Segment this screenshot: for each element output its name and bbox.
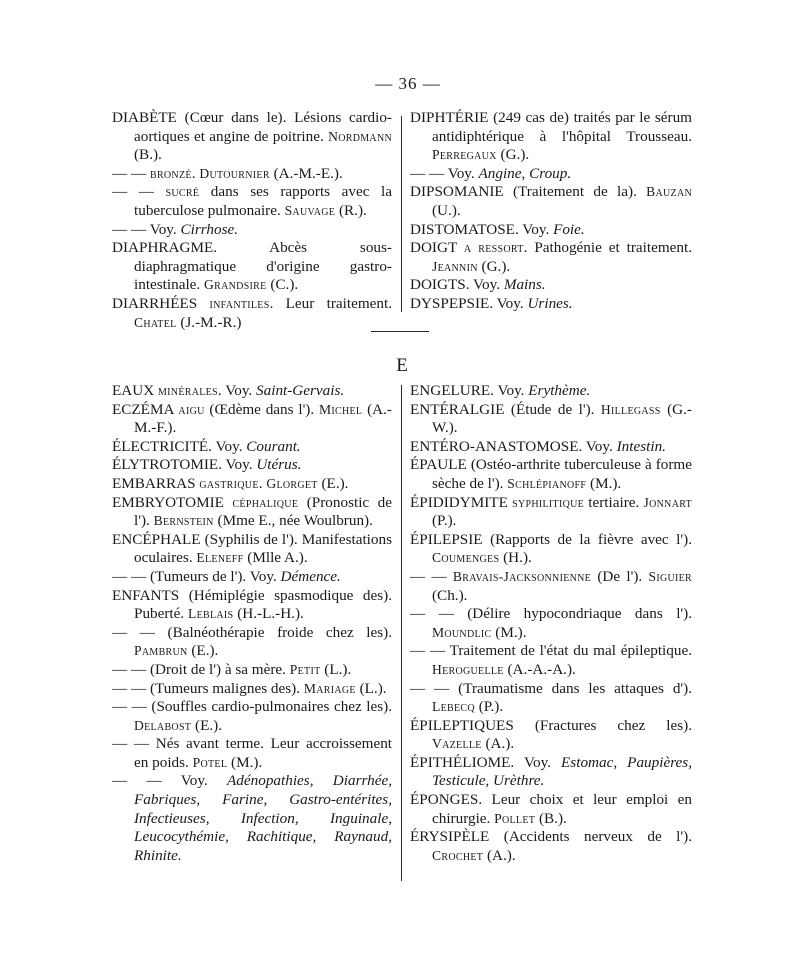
index-entry-term: ENTÉRO-ANASTOMOSE: [410, 437, 579, 455]
index-entry-smallcaps: Jonnart: [643, 494, 693, 510]
index-entry-text: (Fractures chez les).: [513, 716, 692, 734]
index-entry-term: ÉPILEPSIE: [410, 530, 483, 548]
index-entry-smallcaps: sucré: [165, 184, 200, 200]
index-entry-term: — —: [410, 567, 447, 585]
index-entry: [112, 568, 392, 587]
index-entry-crossref: Angine, Croup.: [478, 164, 572, 182]
index-entry-text: (L.).: [320, 660, 352, 678]
index-entry: [410, 642, 692, 679]
index-entry-text: (M.).: [227, 753, 263, 771]
index-entry-text: (Œdème dans l').: [204, 400, 319, 418]
index-entry-text: (E.).: [187, 642, 219, 660]
index-entry-smallcaps: Hillegass: [600, 401, 661, 417]
index-entry-text: (B.).: [535, 809, 567, 827]
index-entry-text: (Cœur dans le). Lésions cardio-aortiques et angine de poitrine.: [134, 109, 392, 145]
index-entry-text: (E.).: [317, 474, 349, 492]
index-entry-text: Voy.: [146, 220, 181, 238]
index-entry: [112, 239, 392, 295]
index-entry-term: DOIGT: [410, 239, 457, 257]
index-entry-text: (Accidents nerveux de l').: [489, 828, 692, 846]
index-entry: [410, 109, 692, 165]
index-entry: [410, 401, 692, 438]
column-divider: [401, 385, 402, 881]
index-entry-term: — —: [112, 567, 147, 585]
index-entry: [410, 276, 692, 295]
index-entry-smallcaps: Grandsire: [204, 277, 267, 293]
index-entry-crossref: Erythème.: [528, 382, 591, 399]
index-entry-text: [154, 183, 166, 200]
index-entry-text: (Mme E., née Woulbrun).: [213, 512, 373, 530]
index-entry-term: ENGELURE: [410, 382, 491, 399]
index-entry: [112, 221, 392, 240]
index-column-e-right: [410, 382, 692, 865]
index-entry-text: (A.-A.-A.).: [503, 660, 576, 678]
index-entry-crossref: Mains.: [503, 276, 546, 294]
index-entry-text: Voy.: [161, 772, 228, 790]
index-entry-term: — —: [410, 164, 445, 182]
index-entry-crossref: Saint-Gervais.: [256, 382, 345, 399]
index-entry-text: (R.).: [335, 201, 367, 219]
index-entry-text: (P.).: [432, 512, 457, 530]
index-entry-smallcaps: Vazelle: [432, 736, 482, 752]
index-entry-text: (De l').: [591, 567, 649, 585]
index-entry-crossref: Cirrhose.: [180, 220, 239, 238]
index-entry-smallcaps: Siguier: [648, 568, 692, 584]
index-entry-text: (U.).: [432, 201, 461, 219]
index-entry-text: . Leur traitement.: [269, 294, 392, 312]
index-entry-term: EMBARRAS: [112, 474, 196, 492]
index-entry-smallcaps: Bauzan: [646, 184, 692, 200]
index-entry: [112, 698, 392, 735]
index-entry: [410, 382, 692, 401]
index-entry-term: — —: [112, 164, 147, 182]
index-entry-text: (A.).: [483, 846, 516, 864]
index-entry-smallcaps: Pollet: [494, 810, 536, 826]
index-entry-smallcaps: Nordmann: [328, 128, 392, 144]
index-entry: [112, 165, 392, 184]
index-entry-text: . Leur choix et leur emploi en chirurgie.: [432, 791, 692, 827]
index-entry-text: [457, 239, 464, 256]
index-entry-term: — —: [112, 660, 147, 678]
index-entry-smallcaps: Glorget: [266, 475, 318, 491]
index-entry-text: (Balnéothérapie froide chez les).: [154, 623, 393, 641]
index-entry-text: (Délire hypocondriaque dans l').: [453, 605, 693, 623]
index-entry-text: (Mlle A.).: [243, 549, 308, 567]
index-entry-text: (Pronostic de l').: [134, 493, 392, 530]
section-heading-e: E: [396, 355, 408, 376]
index-entry-smallcaps: Heroguelle: [432, 661, 504, 677]
index-entry-text: (C.).: [266, 276, 299, 294]
index-entry-smallcaps: céphalique: [232, 494, 299, 510]
index-entry-term: ÉPONGES: [410, 791, 479, 809]
index-entry-smallcaps: Bernstein: [153, 513, 214, 529]
index-entry: [112, 735, 392, 772]
index-entry-text: .: [191, 164, 200, 182]
index-entry-smallcaps: Jeannin: [432, 258, 478, 274]
index-entry-term: DYSPEPSIE: [410, 294, 490, 312]
index-entry-smallcaps: gastrique: [199, 475, 259, 491]
index-entry-term: DOIGTS: [410, 276, 466, 294]
index-entry: [410, 165, 692, 184]
index-entry-text: . Voy.: [208, 437, 247, 455]
index-entry-text: (Syphilis de l'). Manifestations oculaires.: [134, 530, 392, 567]
index-entry: [112, 772, 392, 865]
index-entry: [410, 494, 692, 531]
index-entry-smallcaps: Mariage: [303, 680, 356, 696]
index-entry-smallcaps: Potel: [192, 754, 228, 770]
index-entry-term: ÉPILEPTIQUES: [410, 716, 514, 734]
index-entry: [410, 239, 692, 276]
index-entry: [112, 401, 392, 438]
index-entry-text: (M.).: [586, 474, 622, 492]
index-entry-term: — —: [410, 642, 446, 660]
index-entry-text: . Voy.: [510, 753, 562, 771]
index-entry-text: (J.-M.-R.): [176, 313, 242, 331]
index-entry-smallcaps: Moundlic: [432, 624, 492, 640]
index-entry-crossref: Courant.: [246, 437, 301, 455]
index-entry: [112, 456, 392, 475]
index-entry-crossref: Utérus.: [256, 456, 302, 474]
index-entry-crossref: Démence.: [280, 567, 341, 585]
index-entry-text: (P.).: [474, 698, 504, 716]
index-entry-term: — —: [112, 623, 155, 641]
index-entry-text: Nés avant terme. Leur accroissement en poids.: [134, 735, 393, 771]
index-entry: [410, 531, 692, 568]
index-entry-crossref: Estomac, Paupières, Testicule, Urèthre.: [432, 753, 692, 790]
index-entry: [112, 475, 392, 494]
index-entry-term: ÉRYSIPÈLE: [410, 828, 490, 846]
index-entry: [112, 438, 392, 457]
index-entry-term: ÉPIDIDYMITE: [410, 493, 508, 511]
index-entry: [112, 624, 392, 661]
index-entry: [410, 438, 692, 457]
index-entry-text: . Voy.: [218, 456, 257, 474]
index-entry-text: (B.).: [134, 146, 162, 164]
index-entry-term: DISTOMATOSE: [410, 220, 515, 238]
index-entry-text: .: [258, 474, 267, 492]
index-entry-term: DIPSOMANIE: [410, 183, 504, 201]
index-entry-text: (Souffles cardio-pulmonaires chez les).: [146, 698, 393, 716]
index-entry-term: — —: [112, 679, 147, 697]
index-entry-smallcaps: a ressort: [463, 240, 524, 256]
index-entry: [410, 295, 692, 314]
index-entry: [410, 183, 692, 220]
index-entry-term: ECZÉMA: [112, 400, 174, 418]
index-entry-smallcaps: Lebecq: [432, 699, 475, 715]
index-entry-text: [197, 295, 209, 312]
column-divider: [401, 116, 402, 312]
index-entry-text: (Tumeurs malignes des).: [146, 679, 304, 697]
index-entry-term: — —: [112, 183, 154, 201]
index-entry-term: ÉLYTROTOMIE: [112, 456, 219, 474]
index-entry-text: (Ostéo-arthrite tuberculeuse à forme sèche de l').: [432, 456, 692, 492]
index-entry: [112, 183, 392, 220]
index-entry-term: ENCÉPHALE: [112, 530, 201, 548]
index-entry-smallcaps: infantiles: [209, 295, 270, 311]
index-entry-crossref: Adénopathies, Diarrhée, Fabriques, Farine, Gastro-entérites, Infectieuses, Infection, Inguinale, Leucocythémie, Rachitique, Raynaud, Rhinite.: [134, 772, 393, 864]
index-entry-term: EMBRYOTOMIE: [112, 493, 224, 511]
index-entry-text: Voy.: [444, 164, 479, 182]
index-entry: [410, 221, 692, 240]
index-entry-term: DIAPHRAGME: [112, 239, 214, 257]
index-entry-text: . Pathogénie et traitement.: [523, 239, 693, 257]
index-entry-text: (M.).: [491, 623, 527, 641]
index-entry-text: Traitement de l'état du mal épileptique.: [445, 642, 692, 660]
index-entry-text: . Voy.: [578, 437, 617, 455]
index-entry-smallcaps: aigu: [178, 401, 205, 417]
index-entry-text: . Voy.: [514, 220, 554, 238]
index-entry-text: (A.-M.-E.).: [269, 164, 343, 182]
index-entry-smallcaps: Chatel: [134, 314, 177, 330]
index-entry-crossref: Urines.: [527, 294, 573, 312]
index-entry-text: (Ch.).: [432, 586, 468, 604]
index-entry-term: DIABÈTE: [112, 109, 177, 126]
index-entry: [112, 531, 392, 568]
index-entry-text: (G.).: [477, 257, 511, 275]
index-entry-text: (249 cas de) traités par le sérum antidiphtérique à l'hôpital Trousseau.: [432, 109, 692, 145]
index-entry: [410, 680, 692, 717]
index-entry-term: ÉPAULE: [410, 456, 467, 474]
index-entry-smallcaps: bronzé: [149, 165, 192, 181]
index-entry-smallcaps: syphilitique: [512, 494, 585, 510]
index-entry-smallcaps: Crochet: [432, 847, 484, 863]
index-entry-smallcaps: Dutournier: [199, 165, 270, 181]
index-entry-text: dans ses rapports avec la tuberculose pulmonaire.: [134, 183, 392, 219]
index-entry-smallcaps: Leblais: [188, 606, 234, 622]
index-entry: [410, 791, 692, 828]
index-entry-term: EAUX: [112, 382, 155, 399]
index-entry-text: (Traitement de la).: [503, 183, 647, 201]
index-entry-term: ÉLECTRICITÉ: [112, 437, 209, 455]
index-entry-smallcaps: Bravais-Jacksonnienne: [452, 568, 592, 584]
index-entry-smallcaps: Petit: [289, 661, 321, 677]
index-entry-text: (G.-W.).: [432, 400, 692, 437]
index-entry-text: (A.-M.-F.).: [134, 400, 392, 437]
index-entry-term: — —: [112, 220, 147, 238]
index-entry-text: (Rapports de la fièvre avec l').: [482, 530, 692, 548]
index-entry-text: (Tumeurs de l'). Voy.: [146, 567, 281, 585]
index-entry-term: — —: [112, 698, 147, 716]
index-entry: [410, 605, 692, 642]
index-entry: [112, 295, 392, 332]
index-entry-term: — —: [410, 605, 454, 623]
index-entry-text: (Traumatisme dans les attaques d').: [449, 679, 692, 697]
index-entry-text: (H.-L.-H.).: [233, 605, 304, 623]
index-entry-text: . Voy.: [465, 276, 504, 294]
index-entry-text: . Voy.: [217, 382, 257, 399]
index-entry-term: — —: [410, 679, 450, 697]
index-entry-smallcaps: Sauvage: [284, 202, 336, 218]
index-entry-text: . Voy.: [489, 294, 528, 312]
index-entry-text: (Droit de l') à sa mère.: [146, 660, 290, 678]
index-column-e-left: [112, 382, 392, 865]
index-entry: [112, 494, 392, 531]
index-entry: [410, 568, 692, 605]
index-entry-smallcaps: Pambrun: [134, 643, 188, 659]
index-entry-text: . Voy.: [490, 382, 529, 399]
index-entry-smallcaps: Perregaux: [432, 147, 497, 163]
index-entry-term: ENTÉRALGIE: [410, 400, 505, 418]
index-entry-crossref: Foie.: [553, 220, 585, 238]
index-entry-text: (L.).: [355, 679, 387, 697]
index-entry-smallcaps: Eleneff: [196, 550, 244, 566]
index-entry-smallcaps: Michel: [318, 401, 363, 417]
index-entry-term: — —: [112, 735, 150, 753]
index-entry-text: (Hémiplégie spasmodique des). Puberté.: [134, 586, 392, 623]
index-entry-term: ENFANTS: [112, 586, 180, 604]
index-entry-smallcaps: Delabost: [134, 717, 192, 733]
index-entry-text: (Étude de l').: [504, 400, 601, 418]
index-entry: [112, 109, 392, 165]
index-entry: [410, 828, 692, 865]
index-entry-text: (G.).: [496, 146, 530, 164]
section-rule: [371, 331, 429, 332]
index-entry: [112, 680, 392, 699]
index-entry-smallcaps: minérales: [157, 383, 218, 398]
index-entry-term: ÉPITHÉLIOME: [410, 753, 511, 771]
index-entry-crossref: Intestin.: [616, 437, 666, 455]
index-column-d-right: [410, 109, 692, 314]
index-entry-smallcaps: Coumenges: [432, 550, 500, 566]
index-entry-text: (E.).: [191, 716, 223, 734]
index-entry-text: . Abcès sous-diaphragmatique d'origine gastro-intestinale.: [134, 239, 392, 294]
index-column-d-left: [112, 109, 392, 332]
index-entry: [112, 382, 392, 401]
index-entry: [112, 661, 392, 680]
index-entry-smallcaps: Schlépianoff: [507, 475, 587, 491]
index-entry-term: DIARRHÉES: [112, 294, 198, 312]
index-entry: [410, 456, 692, 493]
index-entry-text: tertiaire.: [584, 493, 644, 511]
index-entry-term: — —: [112, 772, 162, 790]
index-entry-text: (H.).: [499, 549, 532, 567]
index-entry-text: (A.).: [481, 735, 515, 753]
page-number: — 36 —: [375, 74, 441, 93]
index-entry: [112, 587, 392, 624]
index-entry: [410, 717, 692, 754]
index-entry-term: DIPHTÉRIE: [410, 109, 489, 126]
index-entry: [410, 754, 692, 791]
